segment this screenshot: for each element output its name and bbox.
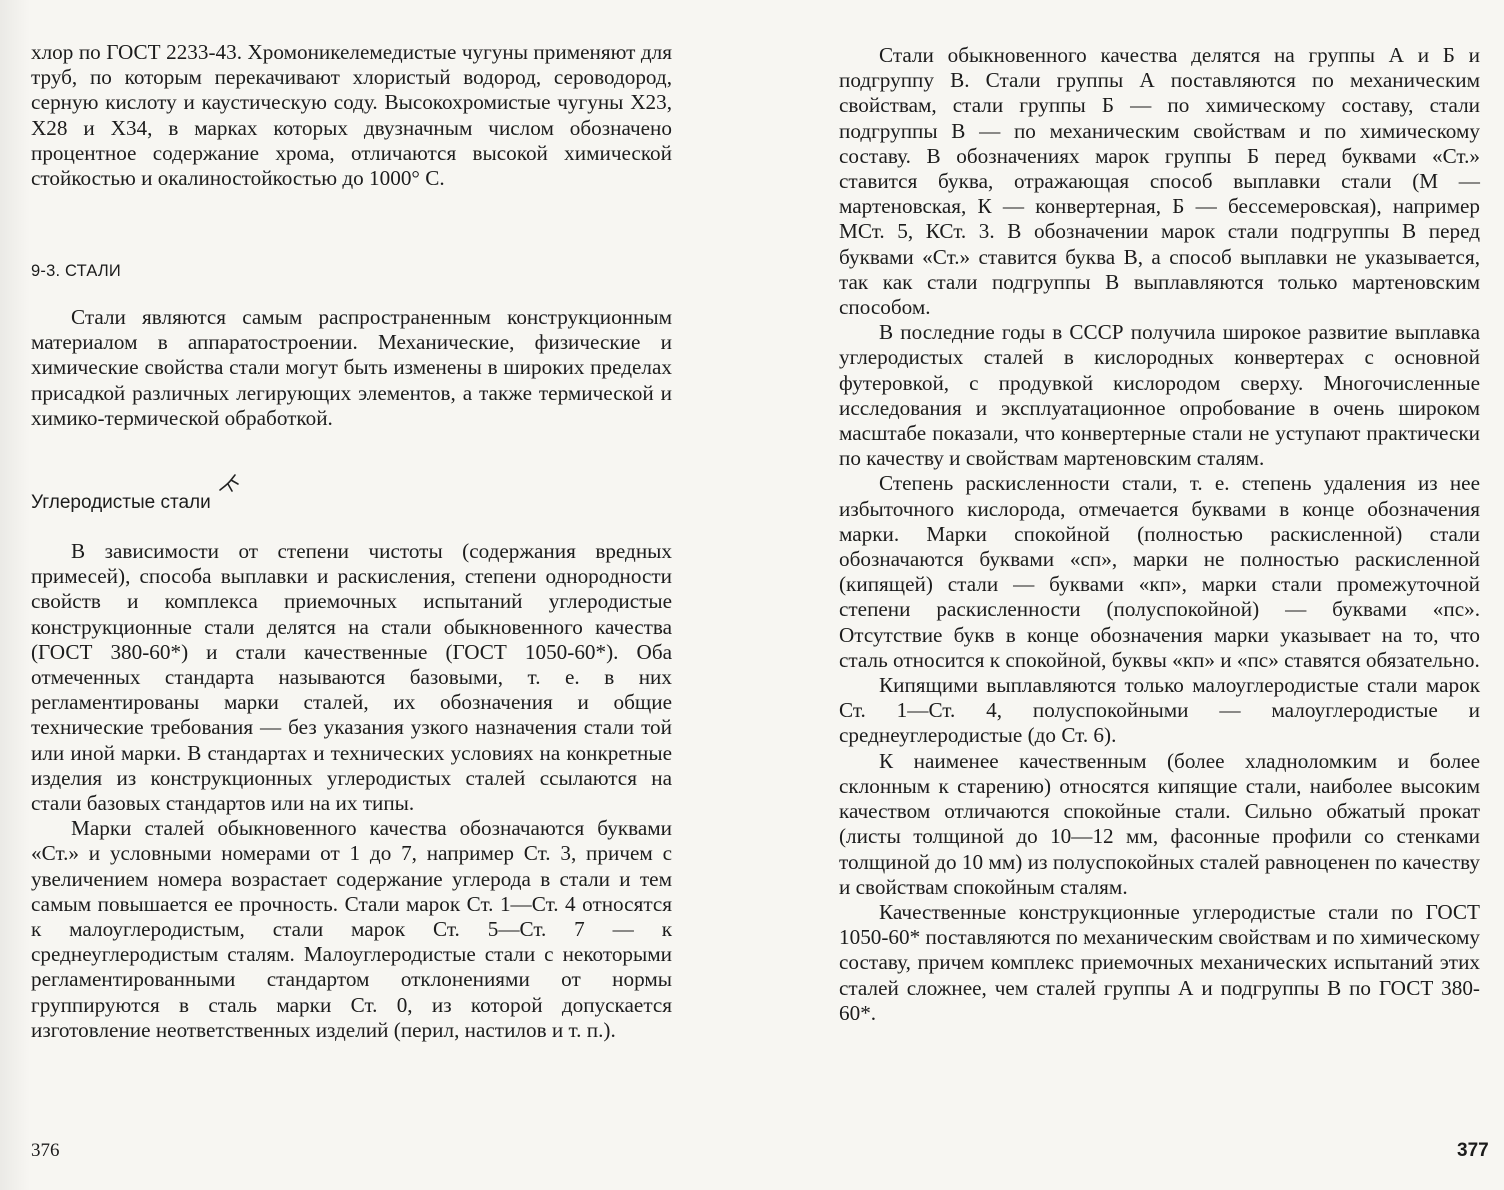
left-paragraph-4: Марки сталей обыкновенного качества обозначаются буквами «Ст.» и условными номерами от 1 до 7, например Ст. 3, причем с увеличением номера возрастает содержание углерода в стали и тем самым повышается ее прочность. Стали марок Ст. 1—Ст. 4 относятся к малоуглеродистым, стали марок Ст. 5—Ст. 7 — к среднеуглеродистым сталям. Малоуглеродистые стали с некоторыми регламентированными стандартом отклонениями от нормы группируются в сталь марки Ст. 0, из которой допускается изготовление неответственных изделий (перил, настилов и т. п.). <box>31 816 672 1042</box>
left-paragraph-2: Стали являются самым распространенным конструкционным материалом в аппаратостроении. Механические, физические и химические свойства стали могут быть изменены в широких пределах присадкой различных легирующих элементов, а также термической и химико-термической обработкой. <box>31 305 672 430</box>
ink-scribble-icon <box>217 472 243 494</box>
left-text-block-middle <box>31 305 672 431</box>
subheading: Углеродистые стали <box>31 492 211 513</box>
right-paragraph-5: К наименее качественным (более хладноломким и более склонным к старению) относятся кипящие стали, наиболее высоким качеством отличаются спокойные стали. Сильно обжатый прокат (листы толщиной до 10—12 мм, фасонные профили со стенками толщиной до 10 мм) из полуспокойных сталей равноценен по качеству и свойствам спокойным сталям. <box>839 748 1480 899</box>
left-paragraph-1: хлор по ГОСТ 2233-43. Хромоникелемедистые чугуны применяют для труб, по которым перекачивают хлористый водород, сероводород, серную кислоту и каустическую соду. Высокохромистые чугуны Х23, Х28 и Х34, в марках которых двузначным числом обозначено процентное содержание хрома, отличаются высокой химической стойкостью и окалиностойкостью до 1000° С. <box>31 40 672 191</box>
page-number-left: 376 <box>31 1140 60 1161</box>
right-text-block <box>839 43 1480 1026</box>
section-heading: 9-3. СТАЛИ <box>31 262 121 280</box>
right-paragraph-4: Кипящими выплавляются только малоуглеродистые стали марок Ст. 1—Ст. 4, полуспокойными — малоуглеродистые и среднеуглеродистые (до Ст. 6). <box>839 673 1480 748</box>
left-text-block-bottom <box>31 539 672 1043</box>
right-page <box>752 0 1504 1190</box>
right-paragraph-3: Степень раскисленности стали, т. е. степень удаления из нее избыточного кислорода, отмечается буквами в конце обозначения марки. Марки спокойной (полностью раскисленной) стали обозначаются буквами «сп», марки не полностью раскисленной (кипящей) стали — буквами «кп», марки стали промежуточной степени раскисленности (полуспокойной) — буквами «пс». Отсутствие букв в конце обозначения марки указывает на то, что сталь относится к спокойной, буквы «кп» и «пс» ставятся обязательно. <box>839 471 1480 672</box>
page-number-right: 377 <box>1457 1140 1489 1161</box>
right-paragraph-1: Стали обыкновенного качества делятся на группы А и Б и подгруппу В. Стали группы А поставляются по механическим свойствам, стали группы Б — по химическому составу, стали подгруппы В — по механическим свойствам и по химическому составу. В обозначениях марок группы Б перед буквами «Ст.» ставится буква, отражающая способ выплавки стали (М — мартеновская, К — конвертерная, Б — бессемеровская), например МСт. 5, КСт. 3. В обозначении марок стали подгруппы В перед буквами «Ст.» ставится буква В, а способ выплавки не указывается, так как стали подгруппы В выплавляются только мартеновским способом. <box>839 43 1480 320</box>
right-paragraph-6: Качественные конструкционные углеродистые стали по ГОСТ 1050-60* поставляются по механическим свойствам и по химическому составу, причем комплекс приемочных механических испытаний этих сталей сложнее, чем сталей группы А и подгруппы В по ГОСТ 380-60*. <box>839 899 1480 1025</box>
left-text-block-top <box>31 40 672 191</box>
left-paragraph-3: В зависимости от степени чистоты (содержания вредных примесей), способа выплавки и раскисления, степени однородности свойств и комплекса приемочных испытаний углеродистые конструкционные стали делятся на стали обыкновенного качества (ГОСТ 380-60*) и стали качественные (ГОСТ 1050-60*). Оба отмеченных стандарта называются базовыми, т. е. в них регламентированы марки сталей, их обозначения и общие технические требования — без указания узкого назначения стали той или иной марки. В стандартах и технических условиях на конкретные изделия из конструкционных углеродистых сталей ссылаются на стали базовых стандартов или на их типы. <box>31 539 672 816</box>
right-paragraph-2: В последние годы в СССР получила широкое развитие выплавка углеродистых сталей в кислородных конвертерах с основной футеровкой, с продувкой кислородом сверху. Многочисленные исследования и эксплуатационное опробование в очень широком масштабе показали, что конвертерные стали не уступают практически по качеству и свойствам мартеновским сталям. <box>839 320 1480 471</box>
page-edge-shadow <box>0 0 30 1190</box>
